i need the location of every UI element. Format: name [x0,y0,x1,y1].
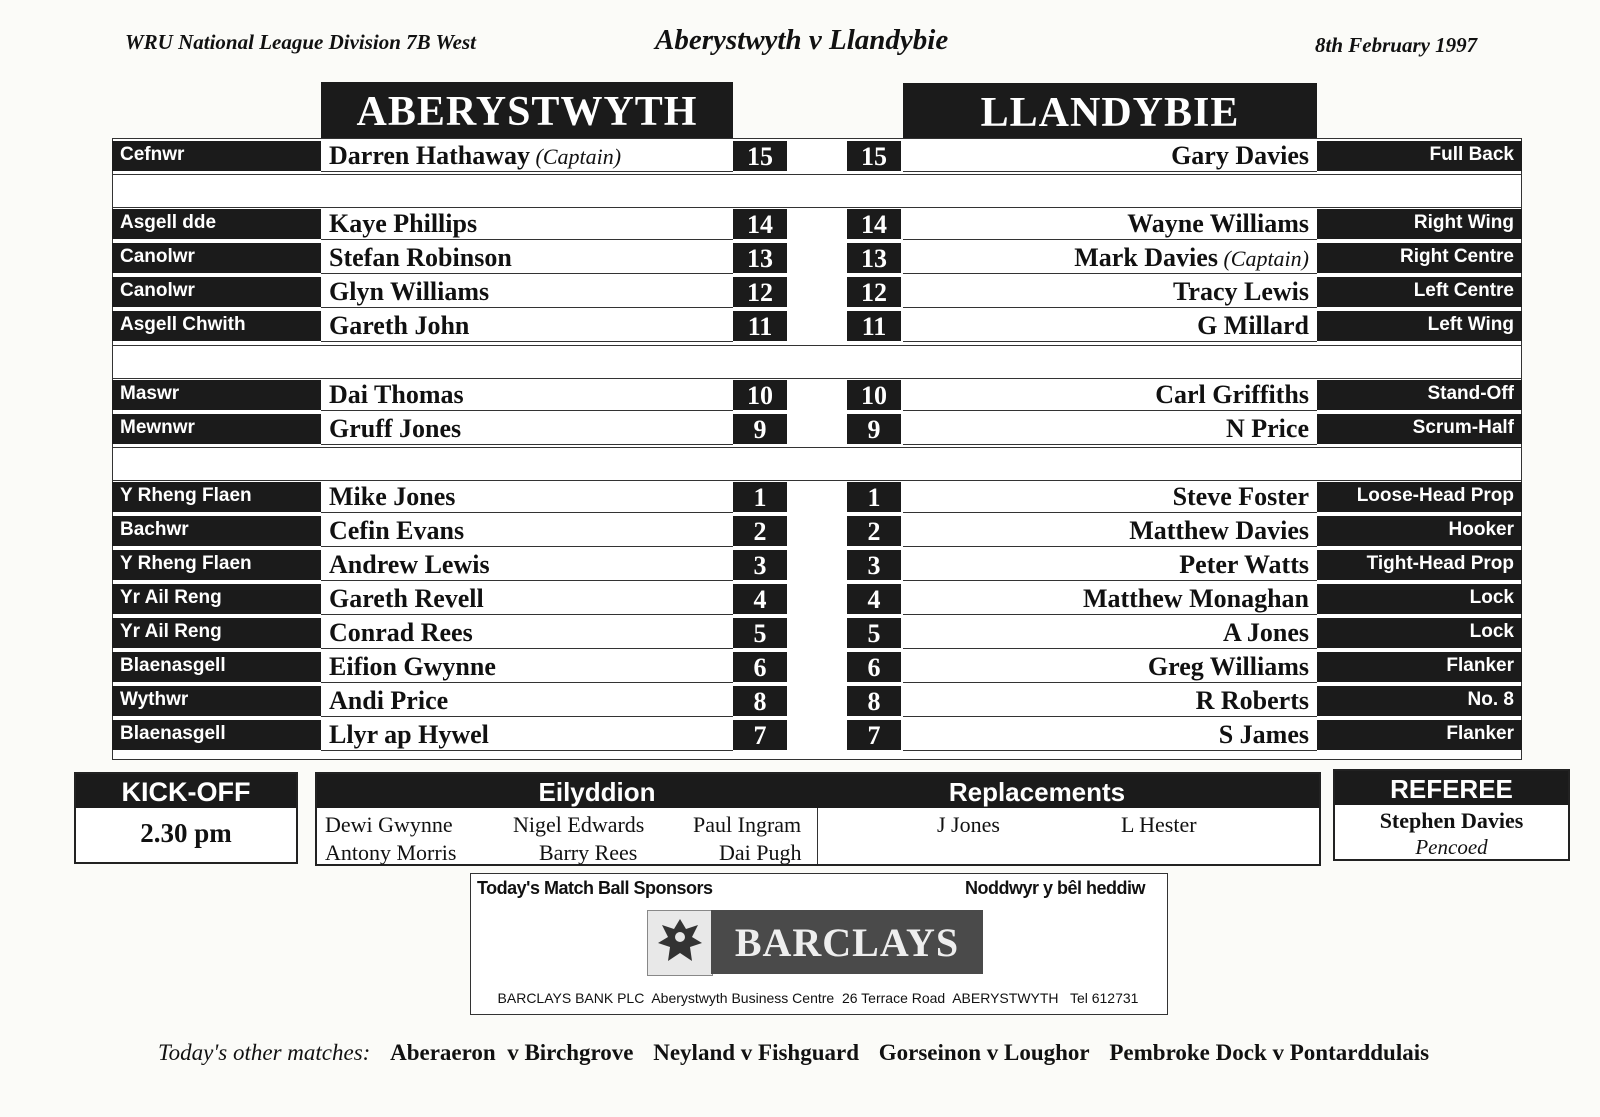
home-shirt-number: 11 [733,311,787,341]
home-shirt-number: 6 [733,652,787,682]
home-shirt-number: 14 [733,209,787,239]
home-shirt-number: 3 [733,550,787,580]
home-player-name: Gareth John [321,308,733,342]
home-player-name: Mike Jones [321,479,733,513]
home-shirt-number: 9 [733,414,787,444]
home-shirt-number: 2 [733,516,787,546]
replacement-name: L Hester [1121,812,1197,837]
sponsor-address: BARCLAYS BANK PLC Aberystwyth Business Centre 26 Terrace Road ABERYSTWYTH Tel 612731 [497,990,1139,1006]
home-position: Blaenasgell [112,652,321,682]
away-shirt-number: 4 [847,584,901,614]
other-match: Pembroke Dock v Pontarddulais [1109,1040,1430,1065]
away-shirt-number: 14 [847,209,901,239]
spacer-row [112,345,1522,379]
home-player-name: Llyr ap Hywel [321,717,733,751]
away-player-name: N Price [903,411,1317,445]
home-shirt-number: 10 [733,380,787,410]
home-position: Cefnwr [112,141,321,171]
away-shirt-number: 12 [847,277,901,307]
home-position: Canolwr [112,277,321,307]
home-position: Y Rheng Flaen [112,482,321,512]
away-shirt-number: 11 [847,311,901,341]
home-player-name: Dai Thomas [321,377,733,411]
away-shirt-number: 3 [847,550,901,580]
away-position: Hooker [1317,516,1522,546]
home-player-name: Gareth Revell [321,581,733,615]
home-shirt-number: 1 [733,482,787,512]
home-team-title: ABERYSTWYTH [321,82,733,138]
match-title: Aberystwyth v Llandybie [655,24,949,56]
other-matches-label: Today's other matches: [158,1040,371,1065]
away-player-name: G Millard [903,308,1317,342]
captain-label: (Captain) [530,144,622,169]
eilyddion-name: Dewi Gwynne [325,812,453,837]
home-shirt-number: 12 [733,277,787,307]
away-position: Right Centre [1317,243,1522,273]
substitutes-divider [817,808,818,864]
away-shirt-number: 10 [847,380,901,410]
away-position: Full Back [1317,141,1522,171]
league-title: WRU National League Division 7B West [125,30,477,54]
referee-name: Stephen Davies [1379,808,1524,833]
home-shirt-number: 13 [733,243,787,273]
away-position: Scrum-Half [1317,414,1522,444]
away-position: No. 8 [1317,686,1522,716]
home-shirt-number: 5 [733,618,787,648]
match-date: 8th February 1997 [1315,33,1478,57]
away-player-name: S James [903,717,1317,751]
home-position: Canolwr [112,243,321,273]
home-position: Mewnwr [112,414,321,444]
away-player-name: Matthew Davies [903,513,1317,547]
away-player-name: Tracy Lewis [903,274,1317,308]
spacer-row [112,174,1522,208]
away-shirt-number: 7 [847,720,901,750]
away-player-name: Wayne Williams [903,206,1317,240]
substitutes-header [317,774,1319,808]
away-player-name: Matthew Monaghan [903,581,1317,615]
home-player-name: Darren Hathaway (Captain) [321,138,733,172]
away-shirt-number: 1 [847,482,901,512]
home-player-name: Eifion Gwynne [321,649,733,683]
kickoff-time: 2.30 pm [140,818,232,848]
home-position: Bachwr [112,516,321,546]
away-shirt-number: 9 [847,414,901,444]
replacements-label: Replacements [948,777,1126,807]
barclays-eagle-icon [647,910,713,976]
away-position: Flanker [1317,652,1522,682]
home-player-name: Kaye Phillips [321,206,733,240]
away-position: Flanker [1317,720,1522,750]
home-position: Asgell dde [112,209,321,239]
home-shirt-number: 4 [733,584,787,614]
other-matches [158,1040,1429,1066]
away-shirt-number: 15 [847,141,901,171]
home-player-name: Conrad Rees [321,615,733,649]
away-shirt-number: 8 [847,686,901,716]
home-position: Maswr [112,380,321,410]
referee-box [1333,769,1570,861]
away-position: Stand-Off [1317,380,1522,410]
eilyddion-label: Eilyddion [538,777,656,807]
away-player-name: Peter Watts [903,547,1317,581]
away-player-name: A Jones [903,615,1317,649]
captain-label: (Captain) [1217,246,1309,271]
referee-club: Pencoed [1415,835,1488,859]
home-position: Wythwr [112,686,321,716]
home-position: Yr Ail Reng [112,584,321,614]
home-player-name: Andrew Lewis [321,547,733,581]
away-shirt-number: 6 [847,652,901,682]
sponsor-box [470,873,1168,1015]
away-position: Loose-Head Prop [1317,482,1522,512]
home-player-name: Stefan Robinson [321,240,733,274]
away-team-title: LLANDYBIE [903,83,1317,139]
away-player-name: Mark Davies (Captain) [903,240,1317,274]
away-player-name: Steve Foster [903,479,1317,513]
home-position: Asgell Chwith [112,311,321,341]
sponsor-brand: BARCLAYS [734,920,960,965]
away-player-name: Carl Griffiths [903,377,1317,411]
sponsor-label-cy: Noddwyr y bêl heddiw [964,878,1145,898]
away-player-name: Gary Davies [903,138,1317,172]
home-shirt-number: 8 [733,686,787,716]
referee-label: REFEREE [1335,771,1568,805]
home-position: Blaenasgell [112,720,321,750]
replacement-name: J Jones [937,812,1000,837]
home-shirt-number: 7 [733,720,787,750]
away-position: Lock [1317,584,1522,614]
other-match: Aberaeron v Birchgrove [390,1040,634,1065]
away-position: Left Wing [1317,311,1522,341]
eilyddion-name: Antony Morris [325,840,457,865]
eilyddion-name: Barry Rees [539,840,638,865]
other-match: Gorseinon v Loughor [878,1040,1090,1065]
home-player-name: Glyn Williams [321,274,733,308]
away-shirt-number: 13 [847,243,901,273]
home-position: Y Rheng Flaen [112,550,321,580]
home-shirt-number: 15 [733,141,787,171]
other-match: Neyland v Fishguard [653,1040,859,1065]
away-position: Left Centre [1317,277,1522,307]
away-position: Right Wing [1317,209,1522,239]
away-position: Lock [1317,618,1522,648]
home-position: Yr Ail Reng [112,618,321,648]
sponsor-label-en: Today's Match Ball Sponsors [477,878,713,898]
home-player-name: Cefin Evans [321,513,733,547]
home-player-name: Andi Price [321,683,733,717]
away-player-name: R Roberts [903,683,1317,717]
home-player-name: Gruff Jones [321,411,733,445]
spacer-row [112,447,1522,481]
kickoff-label: KICK-OFF [76,774,296,808]
away-shirt-number: 2 [847,516,901,546]
away-position: Tight-Head Prop [1317,550,1522,580]
eilyddion-name: Nigel Edwards [513,812,645,837]
away-player-name: Greg Williams [903,649,1317,683]
away-shirt-number: 5 [847,618,901,648]
kickoff-box [74,772,298,864]
substitutes-box [315,772,1321,866]
eilyddion-name: Dai Pugh [719,840,802,865]
eilyddion-name: Paul Ingram [693,812,802,837]
